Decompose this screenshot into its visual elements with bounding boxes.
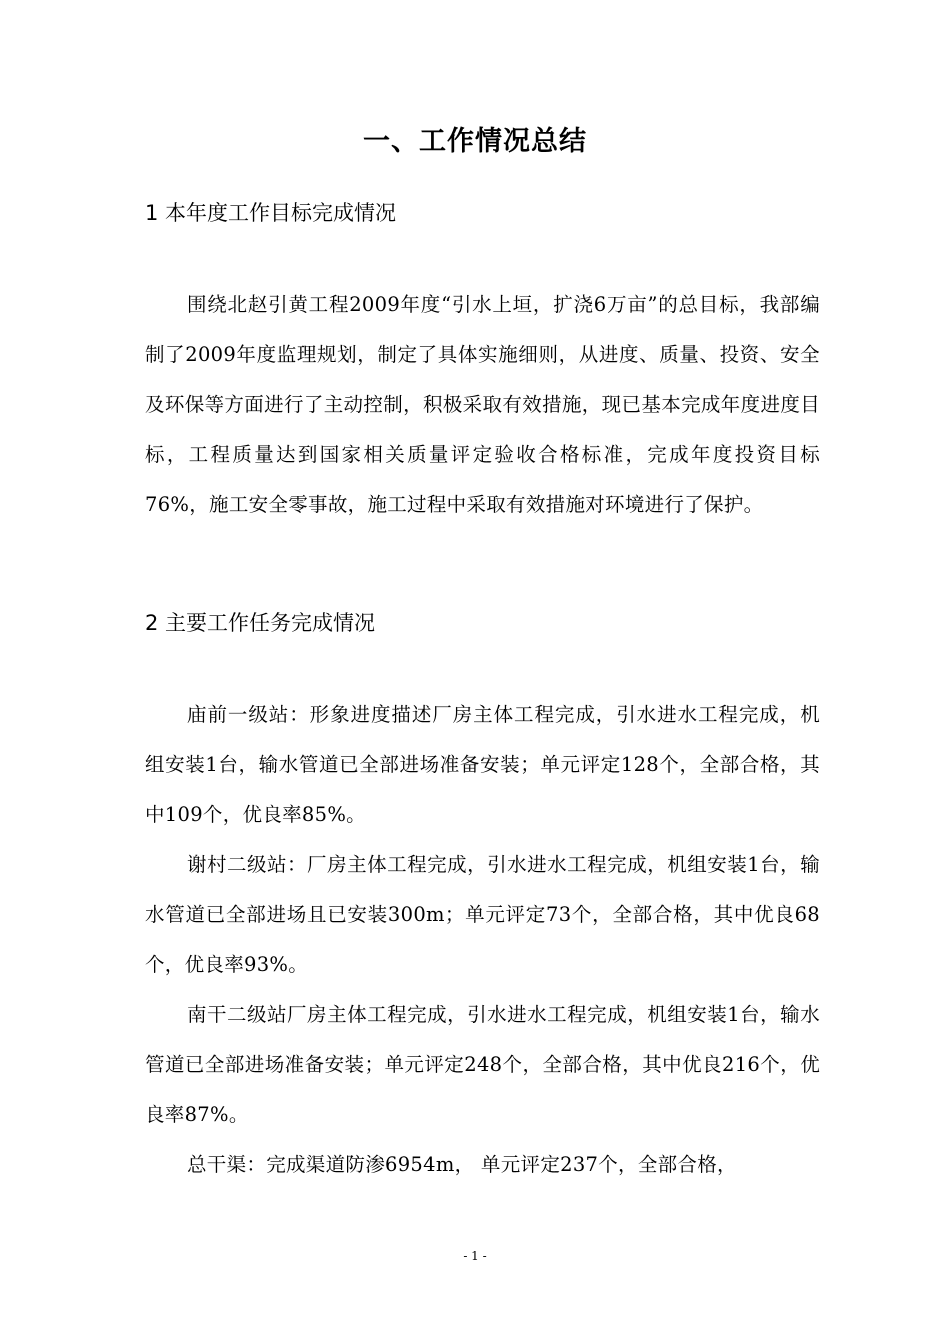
paragraph-annual-goals: 围绕北赵引黄工程2009年度“引水上垣，扩浇6万亩”的总目标，我部编制了2009年度监理规划，制定了具体实施细则，从进度、质量、投资、安全及环保等方面进行了主动控制，积极采取有效措施，现已基本完成年度进度目标，工程质量达到国家相关质量评定验收合格标准，完成年度投资目标76%，施工安全零事故，施工过程中采取有效措施对环境进行了保护。: [145, 293, 820, 516]
paragraph-main-canal: 总干渠：完成渠道防渗6954m， 单元评定237个，全部合格，: [187, 1153, 737, 1176]
paragraph-nangan-station: 南干二级站厂房主体工程完成，引水进水工程完成，机组安装1台，输水管道已全部进场准备安装；单元评定248个，全部合格，其中优良216个，优良率87%。: [145, 1003, 820, 1126]
page-number: - 1 -: [463, 1249, 487, 1263]
section-heading-1: 1 本年度工作目标完成情况: [145, 201, 397, 225]
paragraph-xiecun-station: 谢村二级站：厂房主体工程完成，引水进水工程完成，机组安装1台，输水管道已全部进场且已安装300m；单元评定73个，全部合格，其中优良68个，优良率93%。: [145, 853, 820, 976]
section-heading-2: 2 主要工作任务完成情况: [145, 611, 376, 635]
paragraph-miaoqian-station: 庙前一级站：形象进度描述厂房主体工程完成，引水进水工程完成，机组安装1台，输水管道已全部进场准备安装；单元评定128个，全部合格，其中109个，优良率85%。: [145, 703, 820, 826]
page-title: 一、工作情况总结: [363, 126, 587, 157]
